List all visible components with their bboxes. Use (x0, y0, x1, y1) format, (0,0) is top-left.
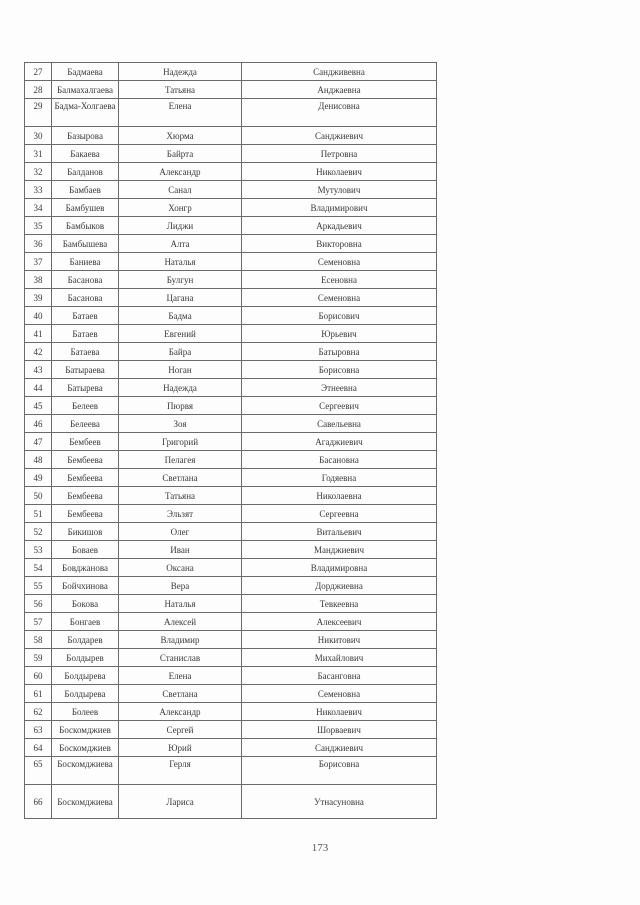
surname-cell: Басанова (52, 271, 119, 289)
roster-body (25, 63, 437, 819)
row-number-cell: 35 (25, 217, 52, 235)
first-name-cell: Санал (119, 181, 242, 199)
table-row (25, 361, 437, 379)
surname-cell: Батаев (52, 325, 119, 343)
patronymic-cell: Семеновна (242, 685, 437, 703)
first-name-cell: Ноган (119, 361, 242, 379)
patronymic-cell: Борисовна (242, 361, 437, 379)
surname-cell: Батаев (52, 307, 119, 325)
first-name-cell: Зоя (119, 415, 242, 433)
row-number-cell: 37 (25, 253, 52, 271)
first-name-cell: Вера (119, 577, 242, 595)
first-name-cell: Сергей (119, 721, 242, 739)
surname-cell: Бембеева (52, 487, 119, 505)
row-number-cell: 39 (25, 289, 52, 307)
surname-cell: Боскомджиева (52, 785, 119, 819)
patronymic-cell: Шорваевич (242, 721, 437, 739)
surname-cell: Бакаева (52, 145, 119, 163)
surname-cell: Бамбушев (52, 199, 119, 217)
row-number-cell: 29 (25, 99, 52, 127)
row-number-cell: 49 (25, 469, 52, 487)
surname-cell: Бембеева (52, 451, 119, 469)
row-number-cell: 58 (25, 631, 52, 649)
table-row (25, 739, 437, 757)
surname-cell: Бикишов (52, 523, 119, 541)
row-number-cell: 65 (25, 757, 52, 785)
patronymic-cell: Денисовна (242, 99, 437, 127)
patronymic-cell: Санджиевич (242, 739, 437, 757)
patronymic-cell: Мутулович (242, 181, 437, 199)
surname-cell: Бамбаев (52, 181, 119, 199)
table-row (25, 685, 437, 703)
table-row (25, 127, 437, 145)
row-number-cell: 59 (25, 649, 52, 667)
surname-cell: Боваев (52, 541, 119, 559)
patronymic-cell: Басанговна (242, 667, 437, 685)
row-number-cell: 66 (25, 785, 52, 819)
surname-cell: Боскомджиева (52, 757, 119, 785)
row-number-cell: 38 (25, 271, 52, 289)
surname-cell: Белеев (52, 397, 119, 415)
table-row (25, 163, 437, 181)
first-name-cell: Наталья (119, 595, 242, 613)
row-number-cell: 45 (25, 397, 52, 415)
row-number-cell: 43 (25, 361, 52, 379)
surname-cell: Батырева (52, 379, 119, 397)
table-row (25, 81, 437, 99)
row-number-cell: 52 (25, 523, 52, 541)
patronymic-cell: Анджаевна (242, 81, 437, 99)
table-row (25, 217, 437, 235)
first-name-cell: Александр (119, 703, 242, 721)
patronymic-cell: Манджиевич (242, 541, 437, 559)
row-number-cell: 60 (25, 667, 52, 685)
table-row (25, 469, 437, 487)
first-name-cell: Бадма (119, 307, 242, 325)
patronymic-cell: Витальевич (242, 523, 437, 541)
patronymic-cell: Николаевич (242, 703, 437, 721)
surname-cell: Баниева (52, 253, 119, 271)
first-name-cell: Светлана (119, 469, 242, 487)
table-row (25, 397, 437, 415)
patronymic-cell: Николаевич (242, 163, 437, 181)
surname-cell: Бадма-Холгаева (52, 99, 119, 127)
table-row (25, 451, 437, 469)
surname-cell: Басанова (52, 289, 119, 307)
patronymic-cell: Николаевна (242, 487, 437, 505)
table-row (25, 595, 437, 613)
row-number-cell: 30 (25, 127, 52, 145)
row-number-cell: 41 (25, 325, 52, 343)
patronymic-cell: Басановна (242, 451, 437, 469)
table-row (25, 785, 437, 819)
table-row (25, 487, 437, 505)
patronymic-cell: Годяевна (242, 469, 437, 487)
surname-cell: Балданов (52, 163, 119, 181)
patronymic-cell: Сергеевна (242, 505, 437, 523)
patronymic-cell: Сандживевна (242, 63, 437, 81)
first-name-cell: Хюрма (119, 127, 242, 145)
row-number-cell: 44 (25, 379, 52, 397)
table-row (25, 433, 437, 451)
patronymic-cell: Борисович (242, 307, 437, 325)
row-number-cell: 56 (25, 595, 52, 613)
roster-table (24, 62, 437, 819)
first-name-cell: Олег (119, 523, 242, 541)
patronymic-cell: Владимирович (242, 199, 437, 217)
patronymic-cell: Санджиевич (242, 127, 437, 145)
table-row (25, 63, 437, 81)
patronymic-cell: Аркадьевич (242, 217, 437, 235)
table-row (25, 199, 437, 217)
surname-cell: Белеева (52, 415, 119, 433)
first-name-cell: Наталья (119, 253, 242, 271)
table-row (25, 289, 437, 307)
surname-cell: Боскомджиев (52, 739, 119, 757)
row-number-cell: 62 (25, 703, 52, 721)
surname-cell: Болдарев (52, 631, 119, 649)
surname-cell: Батыраева (52, 361, 119, 379)
patronymic-cell: Батыровна (242, 343, 437, 361)
row-number-cell: 42 (25, 343, 52, 361)
first-name-cell: Елена (119, 99, 242, 127)
table-row (25, 721, 437, 739)
patronymic-cell: Агаджиевич (242, 433, 437, 451)
first-name-cell: Татьяна (119, 81, 242, 99)
row-number-cell: 36 (25, 235, 52, 253)
patronymic-cell: Борисовна (242, 757, 437, 785)
table-row (25, 271, 437, 289)
table-row (25, 307, 437, 325)
surname-cell: Базырова (52, 127, 119, 145)
table-row (25, 649, 437, 667)
first-name-cell: Лариса (119, 785, 242, 819)
surname-cell: Болдырева (52, 685, 119, 703)
first-name-cell: Надежда (119, 379, 242, 397)
row-number-cell: 40 (25, 307, 52, 325)
surname-cell: Бонгаев (52, 613, 119, 631)
table-row (25, 181, 437, 199)
table-row (25, 99, 437, 127)
patronymic-cell: Владимировна (242, 559, 437, 577)
patronymic-cell: Тевкеевна (242, 595, 437, 613)
table-row (25, 235, 437, 253)
surname-cell: Боскомджиев (52, 721, 119, 739)
surname-cell: Бойчхинова (52, 577, 119, 595)
table-row (25, 145, 437, 163)
first-name-cell: Байрта (119, 145, 242, 163)
patronymic-cell: Этнеевна (242, 379, 437, 397)
table-row (25, 613, 437, 631)
row-number-cell: 27 (25, 63, 52, 81)
row-number-cell: 55 (25, 577, 52, 595)
surname-cell: Бембеева (52, 505, 119, 523)
row-number-cell: 50 (25, 487, 52, 505)
row-number-cell: 48 (25, 451, 52, 469)
table-row (25, 523, 437, 541)
table-row (25, 559, 437, 577)
first-name-cell: Григорий (119, 433, 242, 451)
surname-cell: Болдырев (52, 649, 119, 667)
surname-cell: Балмахалгаева (52, 81, 119, 99)
table-row (25, 343, 437, 361)
patronymic-cell: Сергеевич (242, 397, 437, 415)
first-name-cell: Алта (119, 235, 242, 253)
row-number-cell: 53 (25, 541, 52, 559)
row-number-cell: 54 (25, 559, 52, 577)
patronymic-cell: Савельевна (242, 415, 437, 433)
first-name-cell: Эльзят (119, 505, 242, 523)
first-name-cell: Надежда (119, 63, 242, 81)
row-number-cell: 57 (25, 613, 52, 631)
first-name-cell: Пюрвя (119, 397, 242, 415)
first-name-cell: Татьяна (119, 487, 242, 505)
first-name-cell: Герля (119, 757, 242, 785)
first-name-cell: Лиджи (119, 217, 242, 235)
table-row (25, 415, 437, 433)
surname-cell: Бембеева (52, 469, 119, 487)
first-name-cell: Владимир (119, 631, 242, 649)
table-row (25, 703, 437, 721)
row-number-cell: 64 (25, 739, 52, 757)
patronymic-cell: Утнасуновна (242, 785, 437, 819)
first-name-cell: Александр (119, 163, 242, 181)
patronymic-cell: Михайлович (242, 649, 437, 667)
first-name-cell: Алексей (119, 613, 242, 631)
row-number-cell: 47 (25, 433, 52, 451)
first-name-cell: Юрий (119, 739, 242, 757)
patronymic-cell: Семеновна (242, 253, 437, 271)
table-row (25, 667, 437, 685)
first-name-cell: Булгун (119, 271, 242, 289)
surname-cell: Бембеев (52, 433, 119, 451)
first-name-cell: Оксана (119, 559, 242, 577)
table-row (25, 253, 437, 271)
row-number-cell: 51 (25, 505, 52, 523)
patronymic-cell: Никитович (242, 631, 437, 649)
page-number: 173 (311, 842, 329, 854)
table-row (25, 577, 437, 595)
row-number-cell: 46 (25, 415, 52, 433)
row-number-cell: 33 (25, 181, 52, 199)
surname-cell: Бамбышева (52, 235, 119, 253)
patronymic-cell: Викторовна (242, 235, 437, 253)
first-name-cell: Иван (119, 541, 242, 559)
surname-cell: Бамбыков (52, 217, 119, 235)
row-number-cell: 28 (25, 81, 52, 99)
surname-cell: Бовджанова (52, 559, 119, 577)
patronymic-cell: Семеновна (242, 289, 437, 307)
row-number-cell: 61 (25, 685, 52, 703)
table-row (25, 757, 437, 785)
table-row (25, 379, 437, 397)
table-row (25, 505, 437, 523)
table-row (25, 541, 437, 559)
surname-cell: Батаева (52, 343, 119, 361)
surname-cell: Болеев (52, 703, 119, 721)
patronymic-cell: Петровна (242, 145, 437, 163)
first-name-cell: Байра (119, 343, 242, 361)
first-name-cell: Цагана (119, 289, 242, 307)
surname-cell: Бокова (52, 595, 119, 613)
patronymic-cell: Алексеевич (242, 613, 437, 631)
patronymic-cell: Юрьевич (242, 325, 437, 343)
surname-cell: Болдырева (52, 667, 119, 685)
first-name-cell: Станислав (119, 649, 242, 667)
row-number-cell: 32 (25, 163, 52, 181)
first-name-cell: Пелагея (119, 451, 242, 469)
row-number-cell: 34 (25, 199, 52, 217)
first-name-cell: Хонгр (119, 199, 242, 217)
table-row (25, 631, 437, 649)
first-name-cell: Светлана (119, 685, 242, 703)
surname-cell: Бадмаева (52, 63, 119, 81)
table-row (25, 325, 437, 343)
row-number-cell: 31 (25, 145, 52, 163)
row-number-cell: 63 (25, 721, 52, 739)
patronymic-cell: Есеновна (242, 271, 437, 289)
patronymic-cell: Дорджиевна (242, 577, 437, 595)
first-name-cell: Елена (119, 667, 242, 685)
first-name-cell: Евгений (119, 325, 242, 343)
